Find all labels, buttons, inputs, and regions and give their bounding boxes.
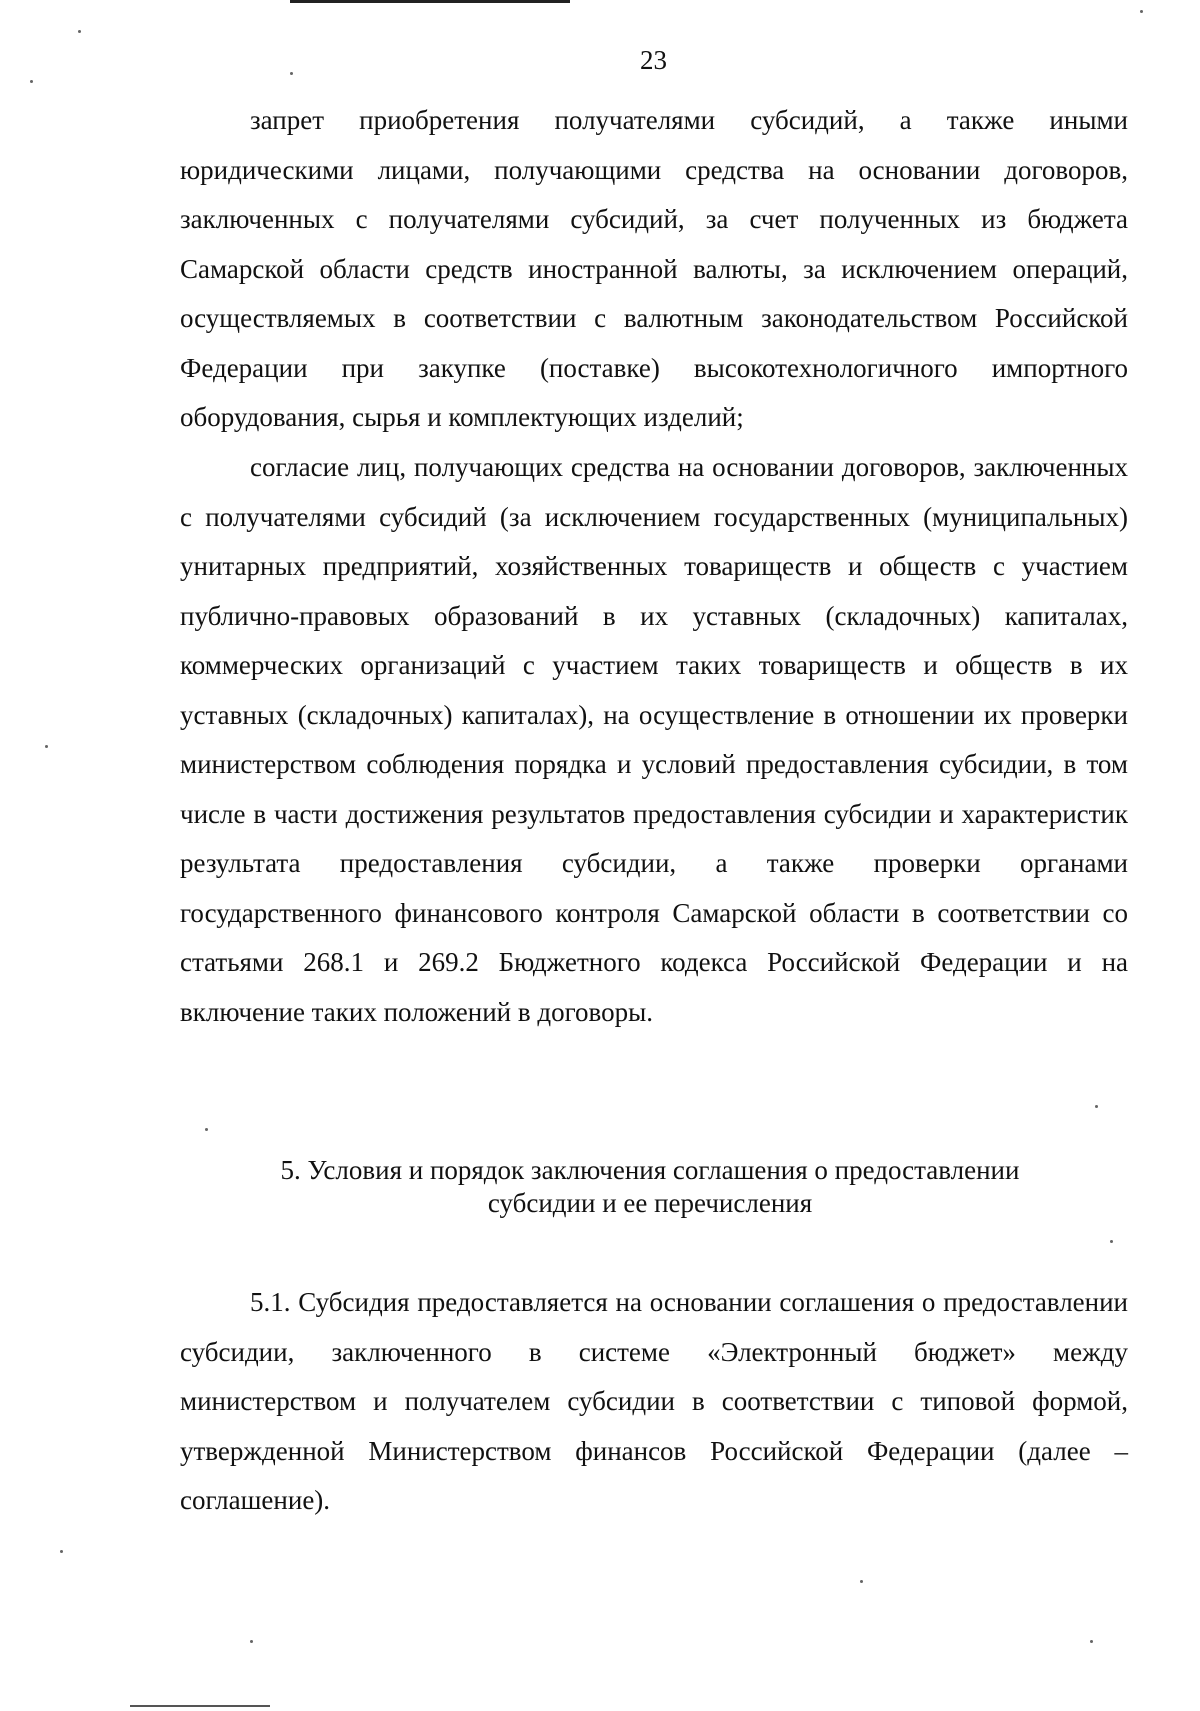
paragraph-currency-prohibition: запрет приобретения получателями субсидий, а также иными юридическими лицами, получающими средства на основании договоров, заключенных с получателями субсидий, за счет полученных из бюджета Самарской области средств иностранной валюты, за исключением операций, осуществляемых в соответствии с валютным законодательством Российской Федерации при закупке (поставке) высокотехнологичного импортного оборудования, сырья и комплектующих изделий; bbox=[180, 105, 1128, 432]
scan-speck bbox=[30, 80, 33, 83]
paragraph-5-1-agreement: 5.1. Субсидия предоставляется на основании соглашения о предоставлении субсидии, заключенного в системе «Электронный бюджет» между министерством и получателем субсидии в соответствии с типовой формой, утвержденной Министерством финансов Российской Федерации (далее – соглашение). bbox=[180, 1287, 1128, 1515]
scan-speck bbox=[45, 745, 48, 748]
section-heading-line-1: 5. Условия и порядок заключения соглашения о предоставлении bbox=[280, 1155, 1020, 1185]
paragraph-inspection-consent: согласие лиц, получающих средства на основании договоров, заключенных с получателями субсидий (за исключением государственных (муниципальных) унитарных предприятий, хозяйственных товариществ и обществ с участием публично-правовых образований в их уставных (складочных) капиталах, коммерческих организаций с участием таких товариществ и обществ в их уставных (складочных) капиталах), на осуществление в отношении их проверки министерством соблюдения порядка и условий предоставления субсидии, в том числе в части достижения результатов предоставления субсидии и характеристик результата предоставления субсидии, а также проверки органами государственного финансового контроля Самарской области в соответствии со статьями 268.1 и 269.2 Бюджетного кодекса Российской Федерации и на включение таких положений в договоры. bbox=[180, 452, 1128, 1027]
scan-edge-line-top bbox=[290, 0, 570, 3]
scan-speck bbox=[250, 1640, 253, 1643]
scan-speck bbox=[78, 30, 81, 33]
scan-edge-line-bottom bbox=[130, 1705, 270, 1707]
scan-speck bbox=[1095, 1105, 1098, 1108]
scan-speck bbox=[205, 1128, 208, 1131]
page-number: 23 bbox=[640, 45, 667, 75]
section-heading bbox=[250, 1154, 1050, 1220]
scan-speck bbox=[1110, 1240, 1113, 1243]
scan-speck bbox=[1090, 1640, 1093, 1643]
scan-speck bbox=[1140, 10, 1143, 13]
section-heading-line-2: субсидии и ее перечисления bbox=[487, 1188, 813, 1218]
scan-speck bbox=[60, 1550, 63, 1553]
scan-speck bbox=[860, 1580, 863, 1583]
scan-speck bbox=[290, 72, 293, 75]
